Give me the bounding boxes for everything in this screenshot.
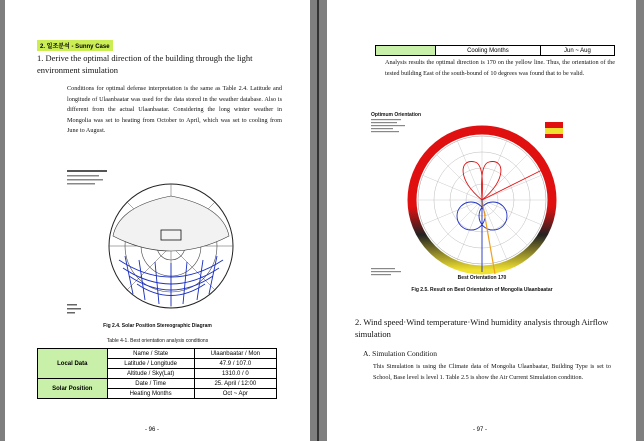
table-group-label: Solar Position	[38, 379, 108, 399]
table-cell: Date / Time	[107, 379, 194, 389]
figure-caption: Fig 2.4. Solar Position Stereographic Diagram	[103, 323, 212, 329]
table-cell: 25. April / 12:00	[194, 379, 276, 389]
optimum-orientation-diagram	[367, 108, 607, 283]
table-cell: Name / State	[107, 349, 194, 359]
section-heading: 2. Wind speed·Wind temperature·Wind humidity analysis through Airflow simulation	[355, 317, 609, 339]
page-gutter	[317, 0, 319, 441]
page-number: - 97 -	[473, 427, 488, 433]
table-cell: 47.9 / 107.0	[194, 359, 276, 369]
table-cell: Jun ~ Aug	[540, 46, 614, 56]
table-cell: Oct ~ Apr	[194, 389, 276, 399]
stereographic-diagram	[63, 166, 273, 320]
figure-caption: Fig 2.5. Result on Best Orientation of Mongolia Ulaanbaatar	[411, 287, 553, 293]
cooling-table	[375, 45, 615, 56]
body-paragraph: This Simulation is using the Climate data of Mongolia Ulaanbaatar, Building Type is set to School, Base level is level 1. Table 2.5 is show the Air Current Simulation condition.	[373, 363, 611, 381]
table-row	[376, 46, 615, 56]
document-page-left	[5, 0, 310, 441]
table-cell: Heating Months	[107, 389, 194, 399]
table-cell: Ulaanbaatar / Mon	[194, 349, 276, 359]
body-paragraph: Conditions for optimal defense interpretation is the same as Table 2.4. Latitude and longitude of Ulaanbaatar was used for the data stored in the weather database. Also is different from the actual Ulaanbaatar. Considering the long winter weather in Mongolia was set to heating from October to April, which was set to cooling from June to August.	[67, 85, 282, 134]
table-row	[38, 349, 277, 359]
figure-title: Optimum Orientation	[371, 112, 421, 118]
section-heading: 1. Derive the optimal direction of the building through the light environment simulation	[37, 53, 253, 75]
table-group-label: Local Data	[38, 349, 108, 379]
best-orientation-label: Best Orientation 170	[457, 275, 507, 281]
subsection-heading: A. Simulation Condition	[363, 349, 437, 358]
table-cell: Cooling Months	[436, 46, 541, 56]
table-row	[38, 379, 277, 389]
conditions-table	[37, 348, 277, 399]
body-paragraph: Analysis results the optimal direction is 170 on the yellow line. Thus, the orientation of the tested building East of the south-bound of 10 degrees was found that to be valid.	[385, 59, 615, 77]
table-cell	[376, 46, 436, 56]
document-page-right	[327, 0, 636, 441]
table-caption: Table 4-1. Best orientation analysis conditions	[106, 338, 209, 344]
page-number: - 96 -	[145, 427, 160, 433]
legend-swatch	[545, 122, 563, 138]
table-cell: 1310.0 / 0	[194, 369, 276, 379]
table-cell: Altitude / Sky(Lat)	[107, 369, 194, 379]
table-cell: Latitude / Longitude	[107, 359, 194, 369]
section-tag: 2. 일조분석 - Sunny Case	[37, 40, 113, 51]
